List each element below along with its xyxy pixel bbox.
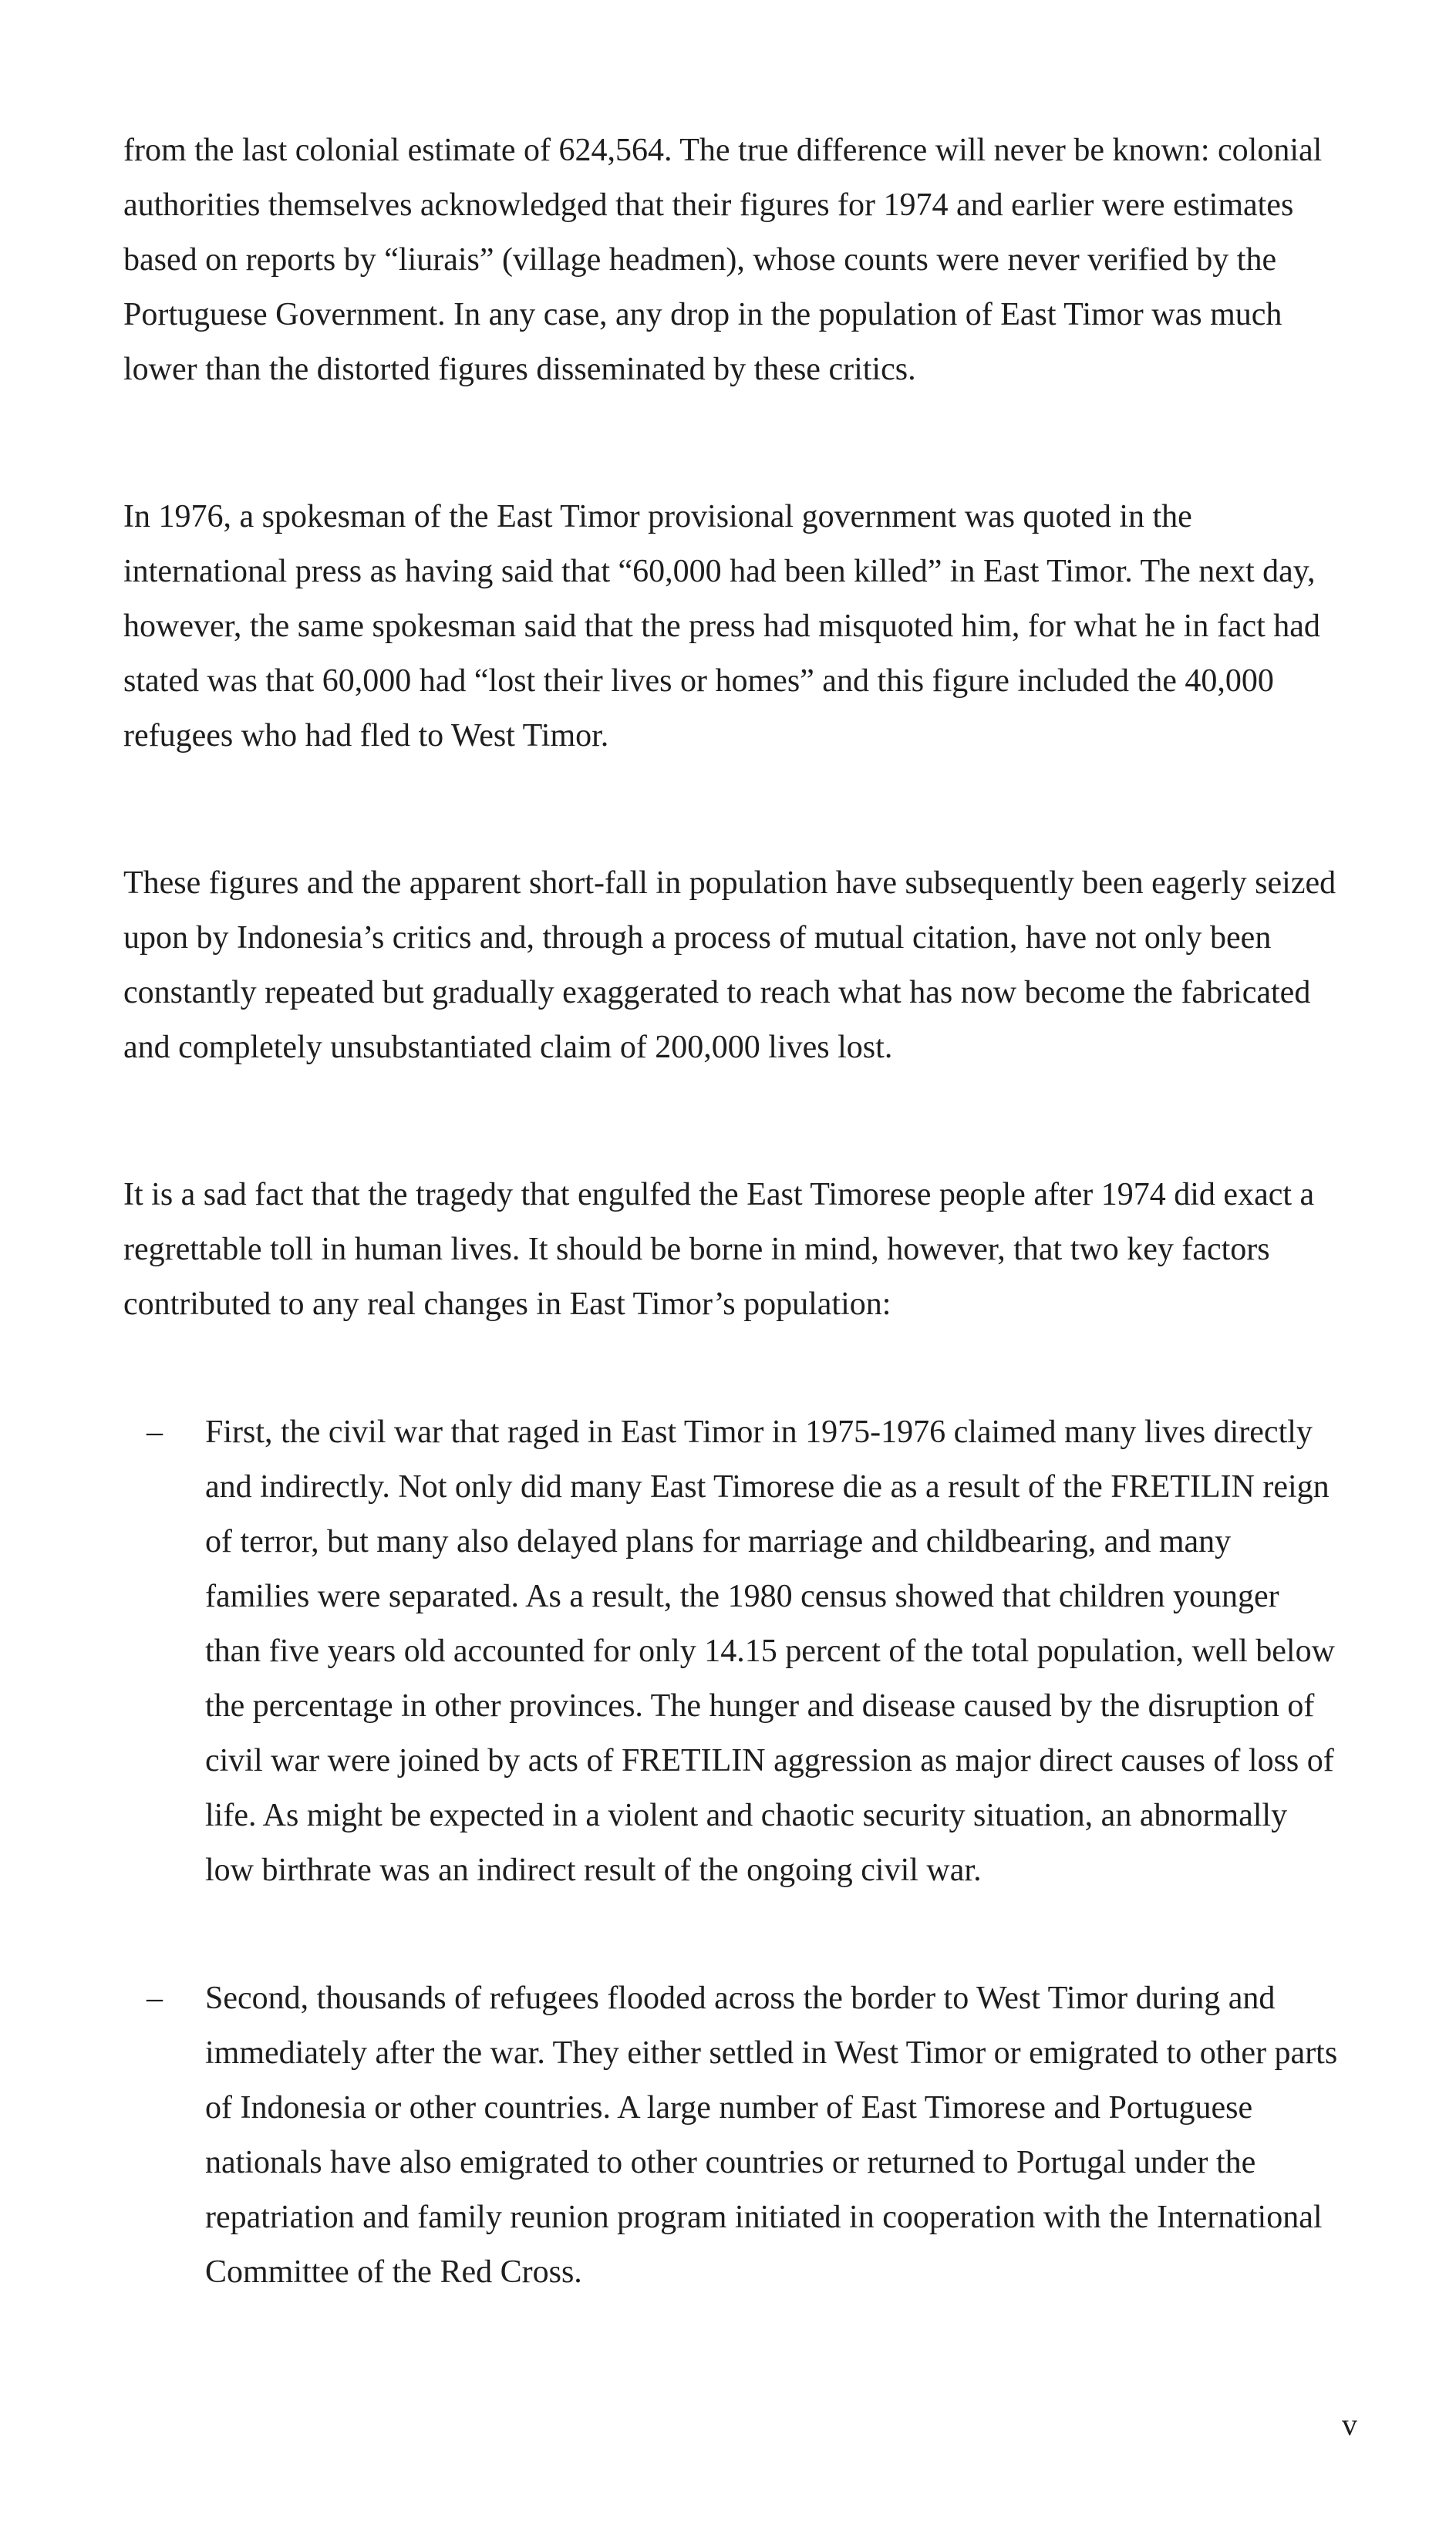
bullet-dash: – [147,1981,163,2016]
paragraph-tragedy-factors: It is a sad fact that the tragedy that engulfed the East Timorese people after 1974 did exact a regrettable toll in human lives. It should be borne in mind, however, that two key factors contributed to any real changes in East Timor’s population: [123,1177,1315,1322]
list-item-civil-war [147,1405,1342,1898]
paragraph-spokesman-quote: In 1976, a spokesman of the East Timor provisional government was quoted in the international press as having said that “60,000 had been killed” in East Timor. The next day, however, the same spokesman said that the press had misquoted him, for what he in fact had stated was that 60,000 had “lost their lives or homes” and this figure included the 40,000 refugees who had fled to West Timor. [123,499,1320,754]
list-item-refugees [147,1971,1342,2300]
page-body [123,123,1342,2300]
paragraph-population-estimate: from the last colonial estimate of 624,564. The true difference will never be known: colonial authorities themselves acknowledged that their figures for 1974 and earlier were estimates based on reports by “liurais” (village headmen), whose counts were never verified by the Portuguese Government. In any case, any drop in the population of East Timor was much lower than the distorted figures disseminated by these critics. [123,133,1323,387]
bullet-dash: – [147,1414,163,1450]
page-number: v [1342,2407,1357,2442]
list-item-text: First, the civil war that raged in East Timor in 1975-1976 claimed many lives directly and indirectly. Not only did many East Timorese die as a result of the FRETILIN reign of terror, but many also delayed plans for marriage and childbearing, and many families were separated. As a result, the 1980 census showed that children younger than five years old accounted for only 14.15 percent of the total population, well below the percentage in other provinces. The hunger and disease caused by the disruption of civil war were joined by acts of FRETILIN aggression as major direct causes of loss of life. As might be expected in a violent and chaotic security situation, an abnormally low birthrate was an indirect result of the ongoing civil war. [205,1414,1335,1888]
list-item-text: Second, thousands of refugees flooded across the border to West Timor during and immediately after the war. They either settled in West Timor or emigrated to other parts of Indonesia or other countries. A large number of East Timorese and Portuguese nationals have also emigrated to other countries or returned to Portugal under the repatriation and family reunion program initiated in cooperation with the International Committee of the Red Cross. [205,1981,1338,2290]
paragraph-critics-figures: These figures and the apparent short-fall in population have subsequently been eagerly seized upon by Indonesia’s critics and, through a process of mutual citation, have not only been constantly repeated but gradually exaggerated to reach what has now become the fabricated and completely unsubstantiated claim of 200,000 lives lost. [123,865,1336,1065]
